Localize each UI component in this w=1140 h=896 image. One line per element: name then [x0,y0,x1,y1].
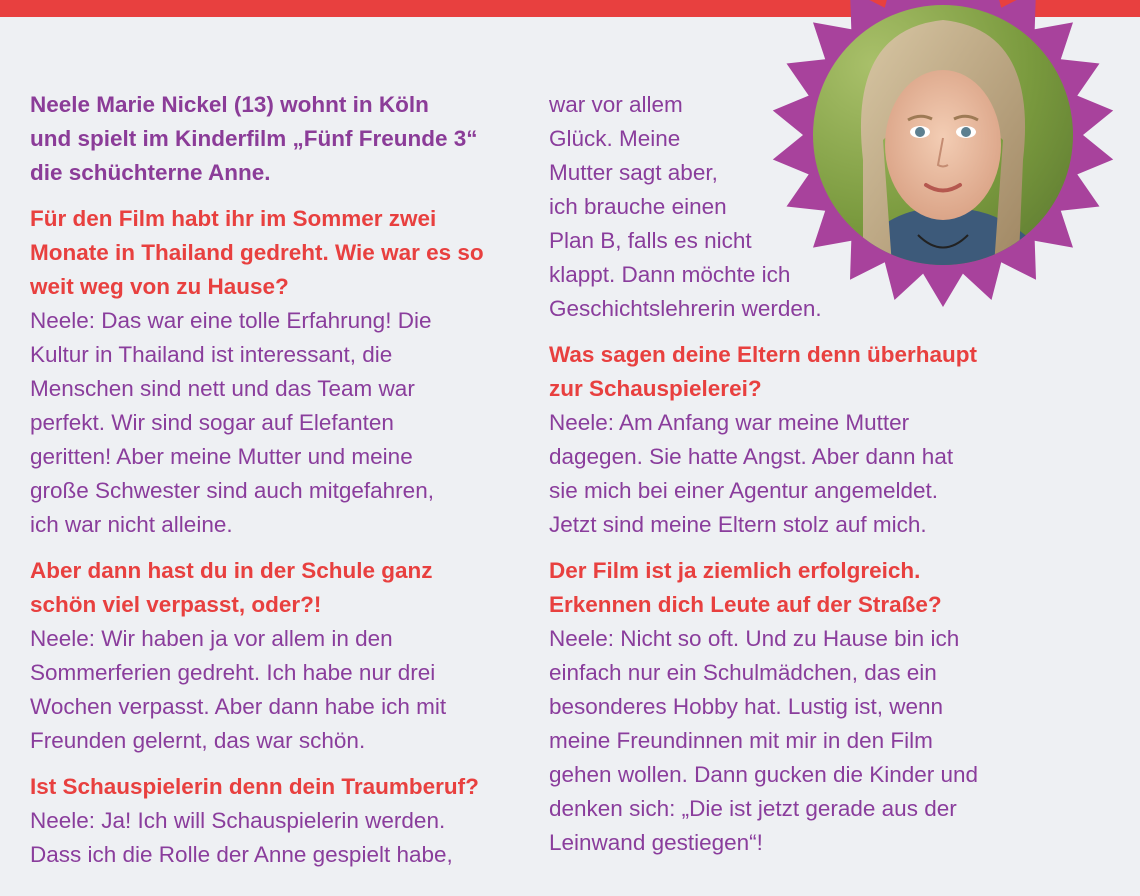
answer-line: Freunden gelernt, das war schön. [30,728,366,753]
answer-line: sie mich bei einer Agentur angemeldet. [549,478,938,503]
question-parents [549,338,1019,406]
answer-line: perfekt. Wir sind sogar auf Elefanten [30,410,394,435]
answer-line: Neele: Nicht so oft. Und zu Hause bin ich [549,626,960,651]
question-line: Aber dann hast du in der Schule ganz [30,558,433,583]
answer-dream-job-continued [549,88,1019,326]
answer-line: Neele: Ja! Ich will Schauspielerin werden. [30,808,446,833]
question-line: zur Schauspielerei? [549,376,762,401]
answer-line: große Schwester sind auch mitgefahren, [30,478,434,503]
answer-line: Mutter sagt aber, [549,160,718,185]
answer-line: Wochen verpasst. Aber dann habe ich mit [30,694,447,719]
answer-line: klappt. Dann möchte ich [549,262,791,287]
answer-line: besonderes Hobby hat. Lustig ist, wenn [549,694,943,719]
intro-line: Neele Marie Nickel (13) wohnt in Köln [30,92,429,117]
answer-line: Geschichtslehrerin werden. [549,296,822,321]
question-line: Was sagen deine Eltern denn überhaupt [549,342,977,367]
answer-line: Neele: Wir haben ja vor allem in den [30,626,393,651]
intro-line: die schüchterne Anne. [30,160,271,185]
answer-parents [549,406,1019,542]
answer-line: Plan B, falls es nicht [549,228,752,253]
answer-line: gehen wollen. Dann gucken die Kinder und [549,762,979,787]
right-column [549,88,1019,860]
answer-line: Glück. Meine [549,126,681,151]
question-line: Erkennen dich Leute auf der Straße? [549,592,942,617]
question-line: Monate in Thailand gedreht. Wie war es so [30,240,484,265]
question-line: Für den Film habt ihr im Sommer zwei [30,206,437,231]
question-school [30,554,520,622]
answer-line: einfach nur ein Schulmädchen, das ein [549,660,937,685]
answer-line: war vor allem [549,92,683,117]
answer-line: Kultur in Thailand ist interessant, die [30,342,393,367]
answer-school [30,622,520,758]
answer-line: ich war nicht alleine. [30,512,233,537]
answer-recognition [549,622,1019,860]
question-line: Ist Schauspielerin denn dein Traumberuf? [30,774,479,799]
question-thailand [30,202,520,304]
answer-line: denken sich: „Die ist jetzt gerade aus der [549,796,957,821]
question-line: weit weg von zu Hause? [30,274,289,299]
left-column [30,88,520,872]
answer-line: ich brauche einen [549,194,727,219]
intro-line: und spielt im Kinderfilm „Fünf Freunde 3“ [30,126,478,151]
answer-line: geritten! Aber meine Mutter und meine [30,444,413,469]
answer-line: meine Freundinnen mit mir in den Film [549,728,933,753]
answer-dream-job [30,804,520,872]
answer-line: Neele: Am Anfang war meine Mutter [549,410,910,435]
question-line: Der Film ist ja ziemlich erfolgreich. [549,558,921,583]
intro-text [30,88,520,190]
question-dream-job [30,770,520,804]
answer-line: Dass ich die Rolle der Anne gespielt habe, [30,842,453,867]
answer-thailand [30,304,520,542]
answer-line: Leinwand gestiegen“! [549,830,763,855]
answer-line: Sommerferien gedreht. Ich habe nur drei [30,660,436,685]
answer-line: dagegen. Sie hatte Angst. Aber dann hat [549,444,954,469]
answer-line: Neele: Das war eine tolle Erfahrung! Die [30,308,432,333]
question-recognition [549,554,1019,622]
answer-line: Jetzt sind meine Eltern stolz auf mich. [549,512,927,537]
question-line: schön viel verpasst, oder?! [30,592,322,617]
answer-line: Menschen sind nett und das Team war [30,376,415,401]
